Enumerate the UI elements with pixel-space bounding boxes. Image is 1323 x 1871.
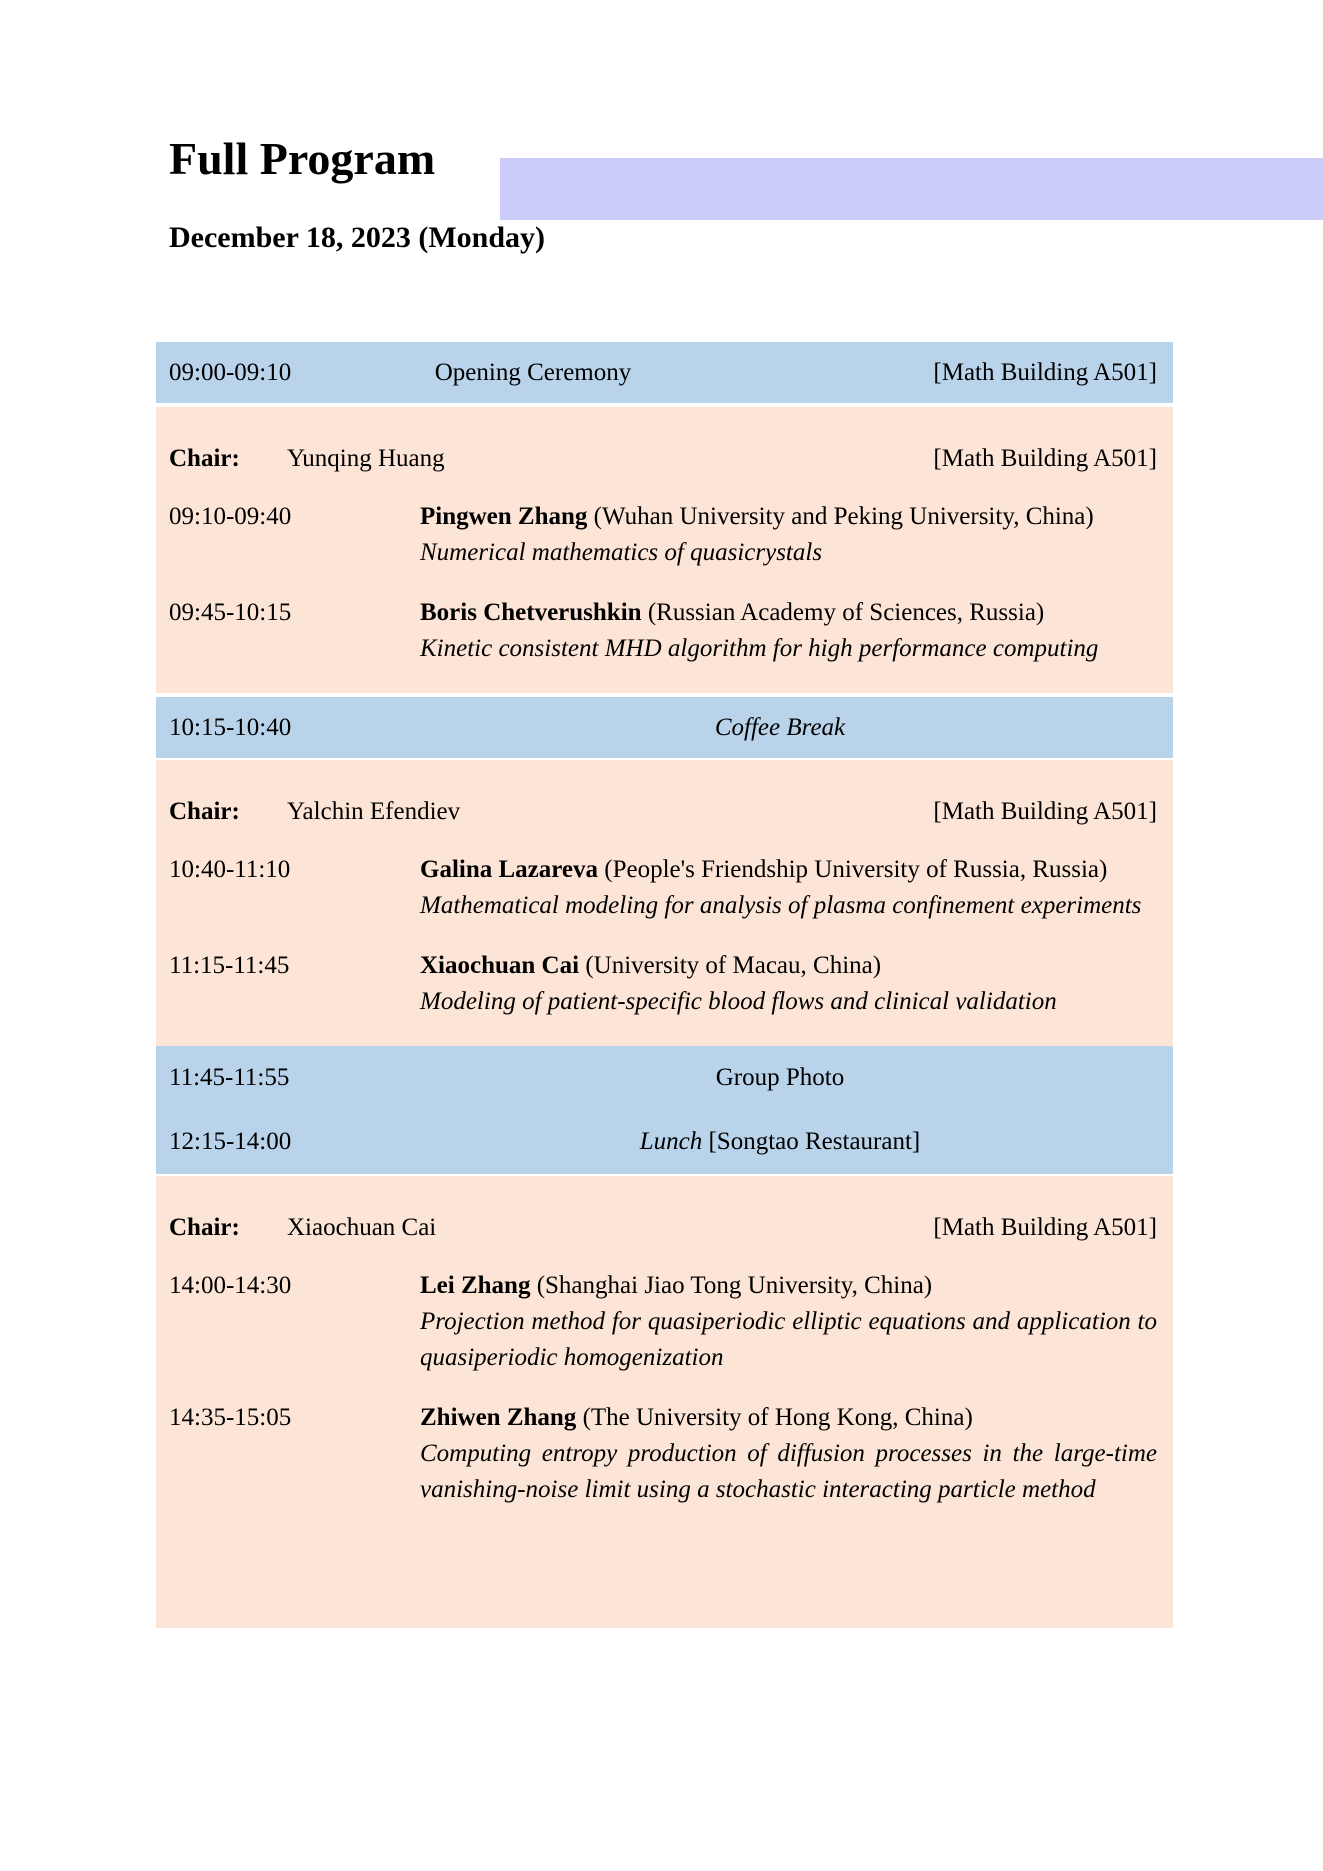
chair-name: Yunqing Huang [287, 445, 445, 472]
talk-row [156, 595, 1173, 667]
talk-body [420, 948, 1157, 1020]
group-photo-row [156, 1046, 1173, 1110]
talk-body [420, 1400, 1157, 1508]
location-label: [Math Building A501] [933, 798, 1157, 825]
speaker-affiliation: (People's Friendship University of Russia, Russia) [604, 856, 1108, 883]
chair-name: Yalchin Efendiev [287, 798, 461, 825]
talk-body [420, 852, 1157, 924]
speaker-affiliation: (Shanghai Jiao Tong University, China) [536, 1272, 933, 1299]
talk-title: Numerical mathematics of quasicrystals [420, 539, 823, 566]
session-block-3 [156, 1176, 1173, 1628]
talk-row [156, 1268, 1173, 1376]
speaker-affiliation: (Wuhan University and Peking University, China) [593, 503, 1094, 530]
date-heading: December 18, 2023 (Monday) [169, 221, 546, 254]
time-label: 11:45-11:55 [169, 1064, 290, 1091]
talk-body [420, 1268, 1157, 1376]
talk-speaker-line [420, 595, 1157, 631]
session-bar-group [156, 1046, 1173, 1174]
session-bar-coffee-break [156, 697, 1173, 758]
lunch-label: Lunch [639, 1128, 703, 1155]
session-bar-opening [156, 342, 1173, 403]
talk-time: 14:00-14:30 [169, 1272, 292, 1299]
talk-body [420, 595, 1157, 667]
page-title: Full Program [169, 133, 436, 184]
talk-row [156, 948, 1173, 1020]
speaker-name: Lei Zhang [420, 1272, 531, 1299]
time-label: 10:15-10:40 [169, 713, 292, 741]
talk-title: Kinetic consistent MHD algorithm for high performance computing [420, 635, 1099, 662]
talk-time: 11:15-11:45 [169, 952, 290, 979]
event-label [403, 1128, 1157, 1156]
event-label: Group Photo [715, 1064, 845, 1091]
talk-speaker-line [420, 1268, 1157, 1304]
talk-title: Mathematical modeling for analysis of plasma confinement experiments [420, 892, 1142, 919]
speaker-affiliation: (The University of Hong Kong, China) [582, 1404, 973, 1431]
time-label: 09:00-09:10 [169, 358, 292, 386]
talk-speaker-line [420, 852, 1157, 888]
location-label: [Math Building A501] [933, 445, 1157, 472]
speaker-affiliation: (University of Macau, China) [585, 952, 882, 979]
speaker-name: Galina Lazareva [420, 856, 599, 883]
event-label: Opening Ceremony [434, 358, 632, 386]
talk-body [420, 499, 1157, 571]
talk-title: Projection method for quasiperiodic elliptic equations and application to quasiperiodic homogenization [420, 1308, 1157, 1371]
talk-time: 10:40-11:10 [169, 856, 291, 883]
chair-row [156, 794, 1173, 830]
location-label: [Math Building A501] [933, 358, 1157, 386]
program-table [156, 342, 1173, 1628]
title-accent-bar [500, 158, 1323, 220]
talk-row [156, 852, 1173, 924]
talk-title: Modeling of patient-specific blood flows and clinical validation [420, 988, 1057, 1015]
chair-row [156, 441, 1173, 477]
chair-label: Chair: [169, 445, 240, 472]
speaker-name: Xiaochuan Cai [420, 952, 580, 979]
talk-row [156, 499, 1173, 571]
talk-time: 09:10-09:40 [169, 503, 292, 530]
chair-name: Xiaochuan Cai [287, 1214, 437, 1241]
talk-title: Computing entropy production of diffusion processes in the large-time vanishing-noise limit using a stochastic interacting particle method [420, 1440, 1157, 1503]
speaker-name: Zhiwen Zhang [420, 1404, 577, 1431]
time-label: 12:15-14:00 [169, 1128, 292, 1155]
talk-time: 09:45-10:15 [169, 599, 292, 626]
talk-time: 14:35-15:05 [169, 1404, 292, 1431]
talk-speaker-line [420, 499, 1157, 535]
lunch-row [156, 1110, 1173, 1174]
chair-label: Chair: [169, 1214, 240, 1241]
chair-label: Chair: [169, 798, 240, 825]
event-label: Coffee Break [714, 713, 846, 741]
talk-speaker-line [420, 1400, 1157, 1436]
session-block-2 [156, 760, 1173, 1046]
location-label: [Math Building A501] [933, 1214, 1157, 1241]
talk-row [156, 1400, 1173, 1508]
talk-speaker-line [420, 948, 1157, 984]
speaker-name: Pingwen Zhang [420, 503, 588, 530]
session-block-1 [156, 407, 1173, 693]
chair-row [156, 1210, 1173, 1246]
lunch-location: [Songtao Restaurant] [702, 1128, 921, 1155]
speaker-name: Boris Chetverushkin [420, 599, 642, 626]
speaker-affiliation: (Russian Academy of Sciences, Russia) [647, 599, 1045, 626]
